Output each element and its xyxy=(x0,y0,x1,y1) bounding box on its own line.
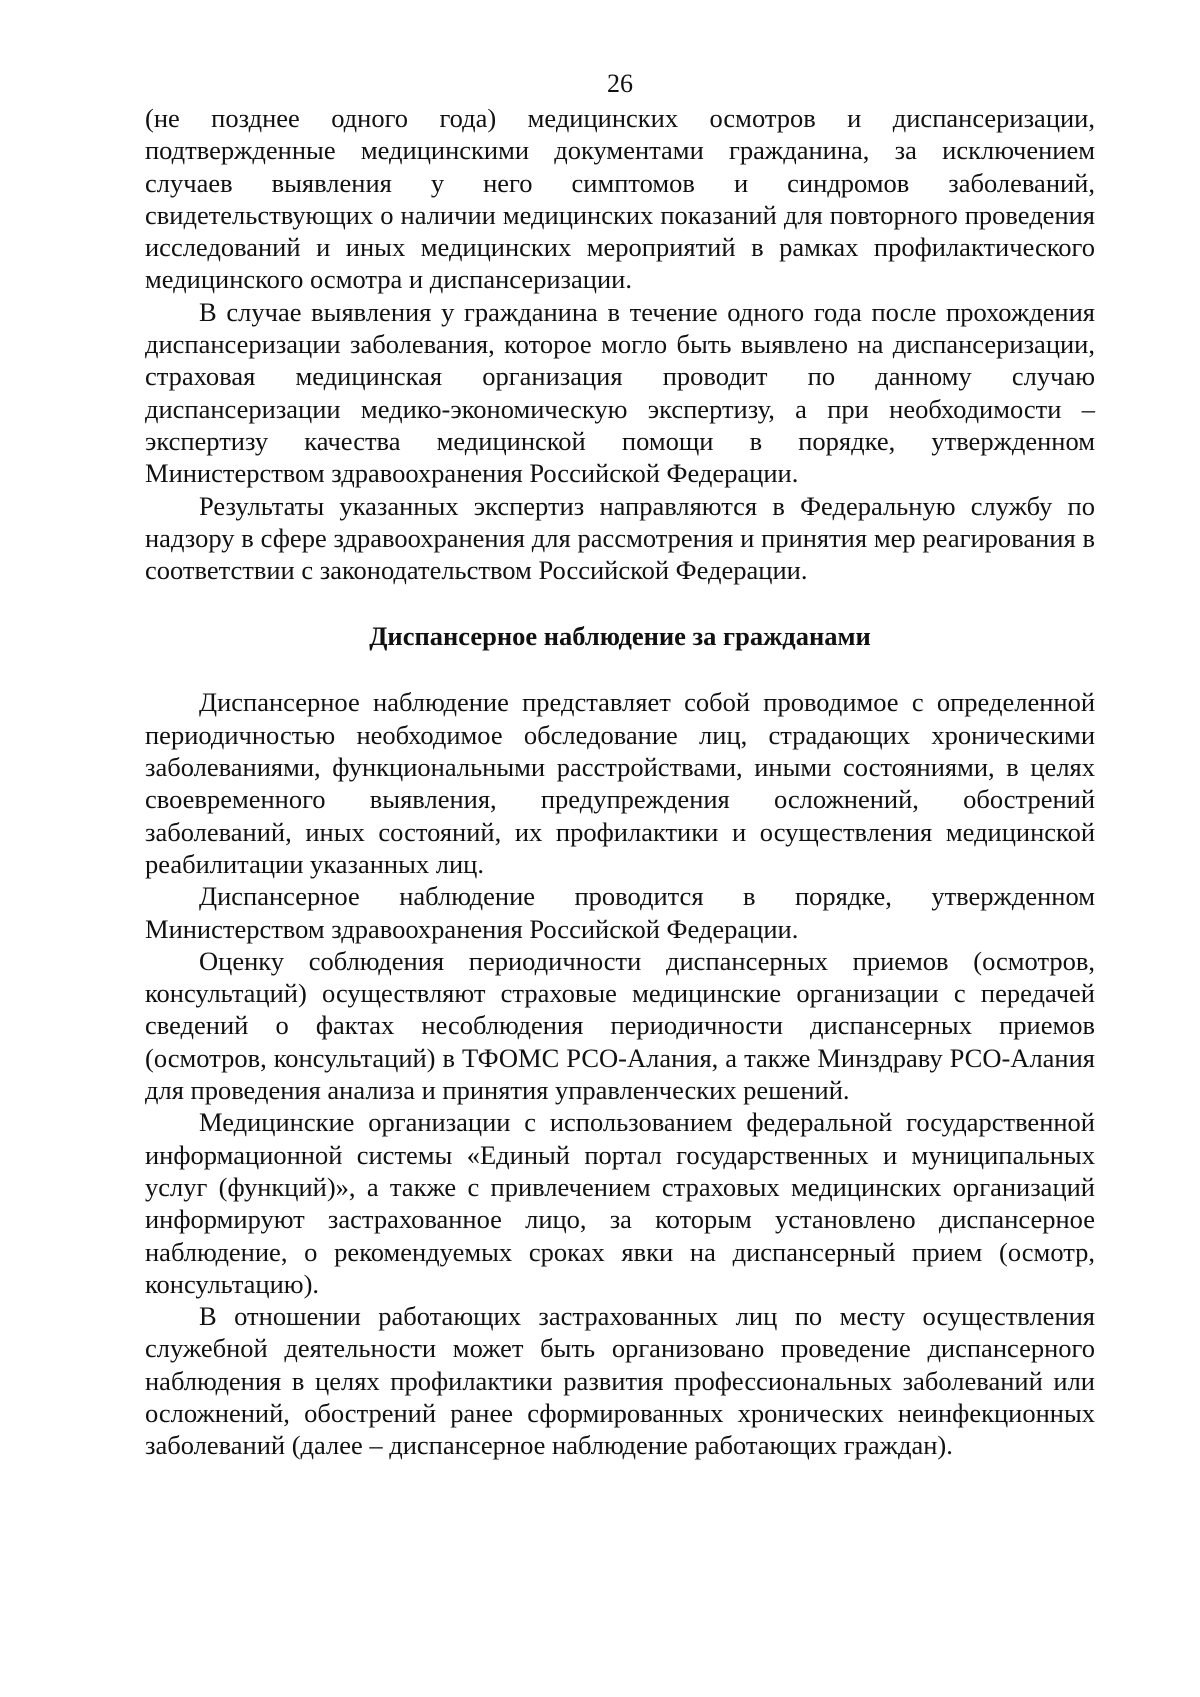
paragraph-definition: Диспансерное наблюдение представляет собой проводимое с определенной периодичностью необходимое обследование лиц, страдающих хроническими заболеваниями, функциональными расстройствами, иными состояниями, в целях своевременного выявления, предупреждения осложнений, обострений заболеваний, иных состояний, их профилактики и осуществления медицинской реабилитации указанных лиц. xyxy=(145,687,1095,879)
paragraph-procedure: Диспансерное наблюдение проводится в порядке, утвержденном Министерством здравоохранения Российской Федерации. xyxy=(145,881,1095,944)
paragraph-continuation: (не позднее одного года) медицинских осмотров и диспансеризации, подтвержденные медицинскими документами гражданина, за исключением случаев выявления у него симптомов и синдромов заболеваний, свидетельствующих о наличии медицинских показаний для повторного проведения исследований и иных медицинских мероприятий в рамках профилактического медицинского осмотра и диспансеризации. xyxy=(145,103,1095,295)
paragraph-assessment: Оценку соблюдения периодичности диспансерных приемов (осмотров, консультаций) осуществляют страховые медицинские организации с передачей сведений о фактах несоблюдения периодичности диспансерных приемов (осмотров, консультаций) в ТФОМС РСО-Алания, а также Минздраву РСО-Алания для проведения анализа и принятия управленческих решений. xyxy=(145,945,1095,1106)
paragraph-informing: Медицинские организации с использованием федеральной государственной информационной системы «Единый портал государственных и муниципальных услуг (функций)», а также с привлечением страховых медицинских организаций информируют застрахованное лицо, за которым установлено диспансерное наблюдение, о рекомендуемых сроках явки на диспансерный прием (осмотр, консультацию). xyxy=(145,1107,1095,1299)
paragraph-expertise: В случае выявления у гражданина в течение одного года после прохождения диспансеризации заболевания, которое могло быть выявлено на диспансеризации, страховая медицинская организация проводит по данному случаю диспансеризации медико-экономическую экспертизу, а при необходимости – экспертизу качества медицинской помощи в порядке, утвержденном Министерством здравоохранения Российской Федерации. xyxy=(145,296,1095,489)
section-heading: Диспансерное наблюдение за гражданами xyxy=(369,621,871,652)
paragraph-workplace: В отношении работающих застрахованных лиц по месту осуществления служебной деятельности может быть организовано проведение диспансерного наблюдения в целях профилактики развития профессиональных заболеваний или осложнений, обострений ранее сформированных хронических неинфекционных заболеваний (далее – диспансерное наблюдение работающих граждан). xyxy=(145,1301,1095,1461)
page-number: 26 xyxy=(607,69,633,98)
document-page xyxy=(145,68,1095,1462)
paragraph-results: Результаты указанных экспертиз направляются в Федеральную службу по надзору в сфере здравоохранения для рассмотрения и принятия мер реагирования в соответствии с законодательством Российской Федерации. xyxy=(145,490,1095,586)
